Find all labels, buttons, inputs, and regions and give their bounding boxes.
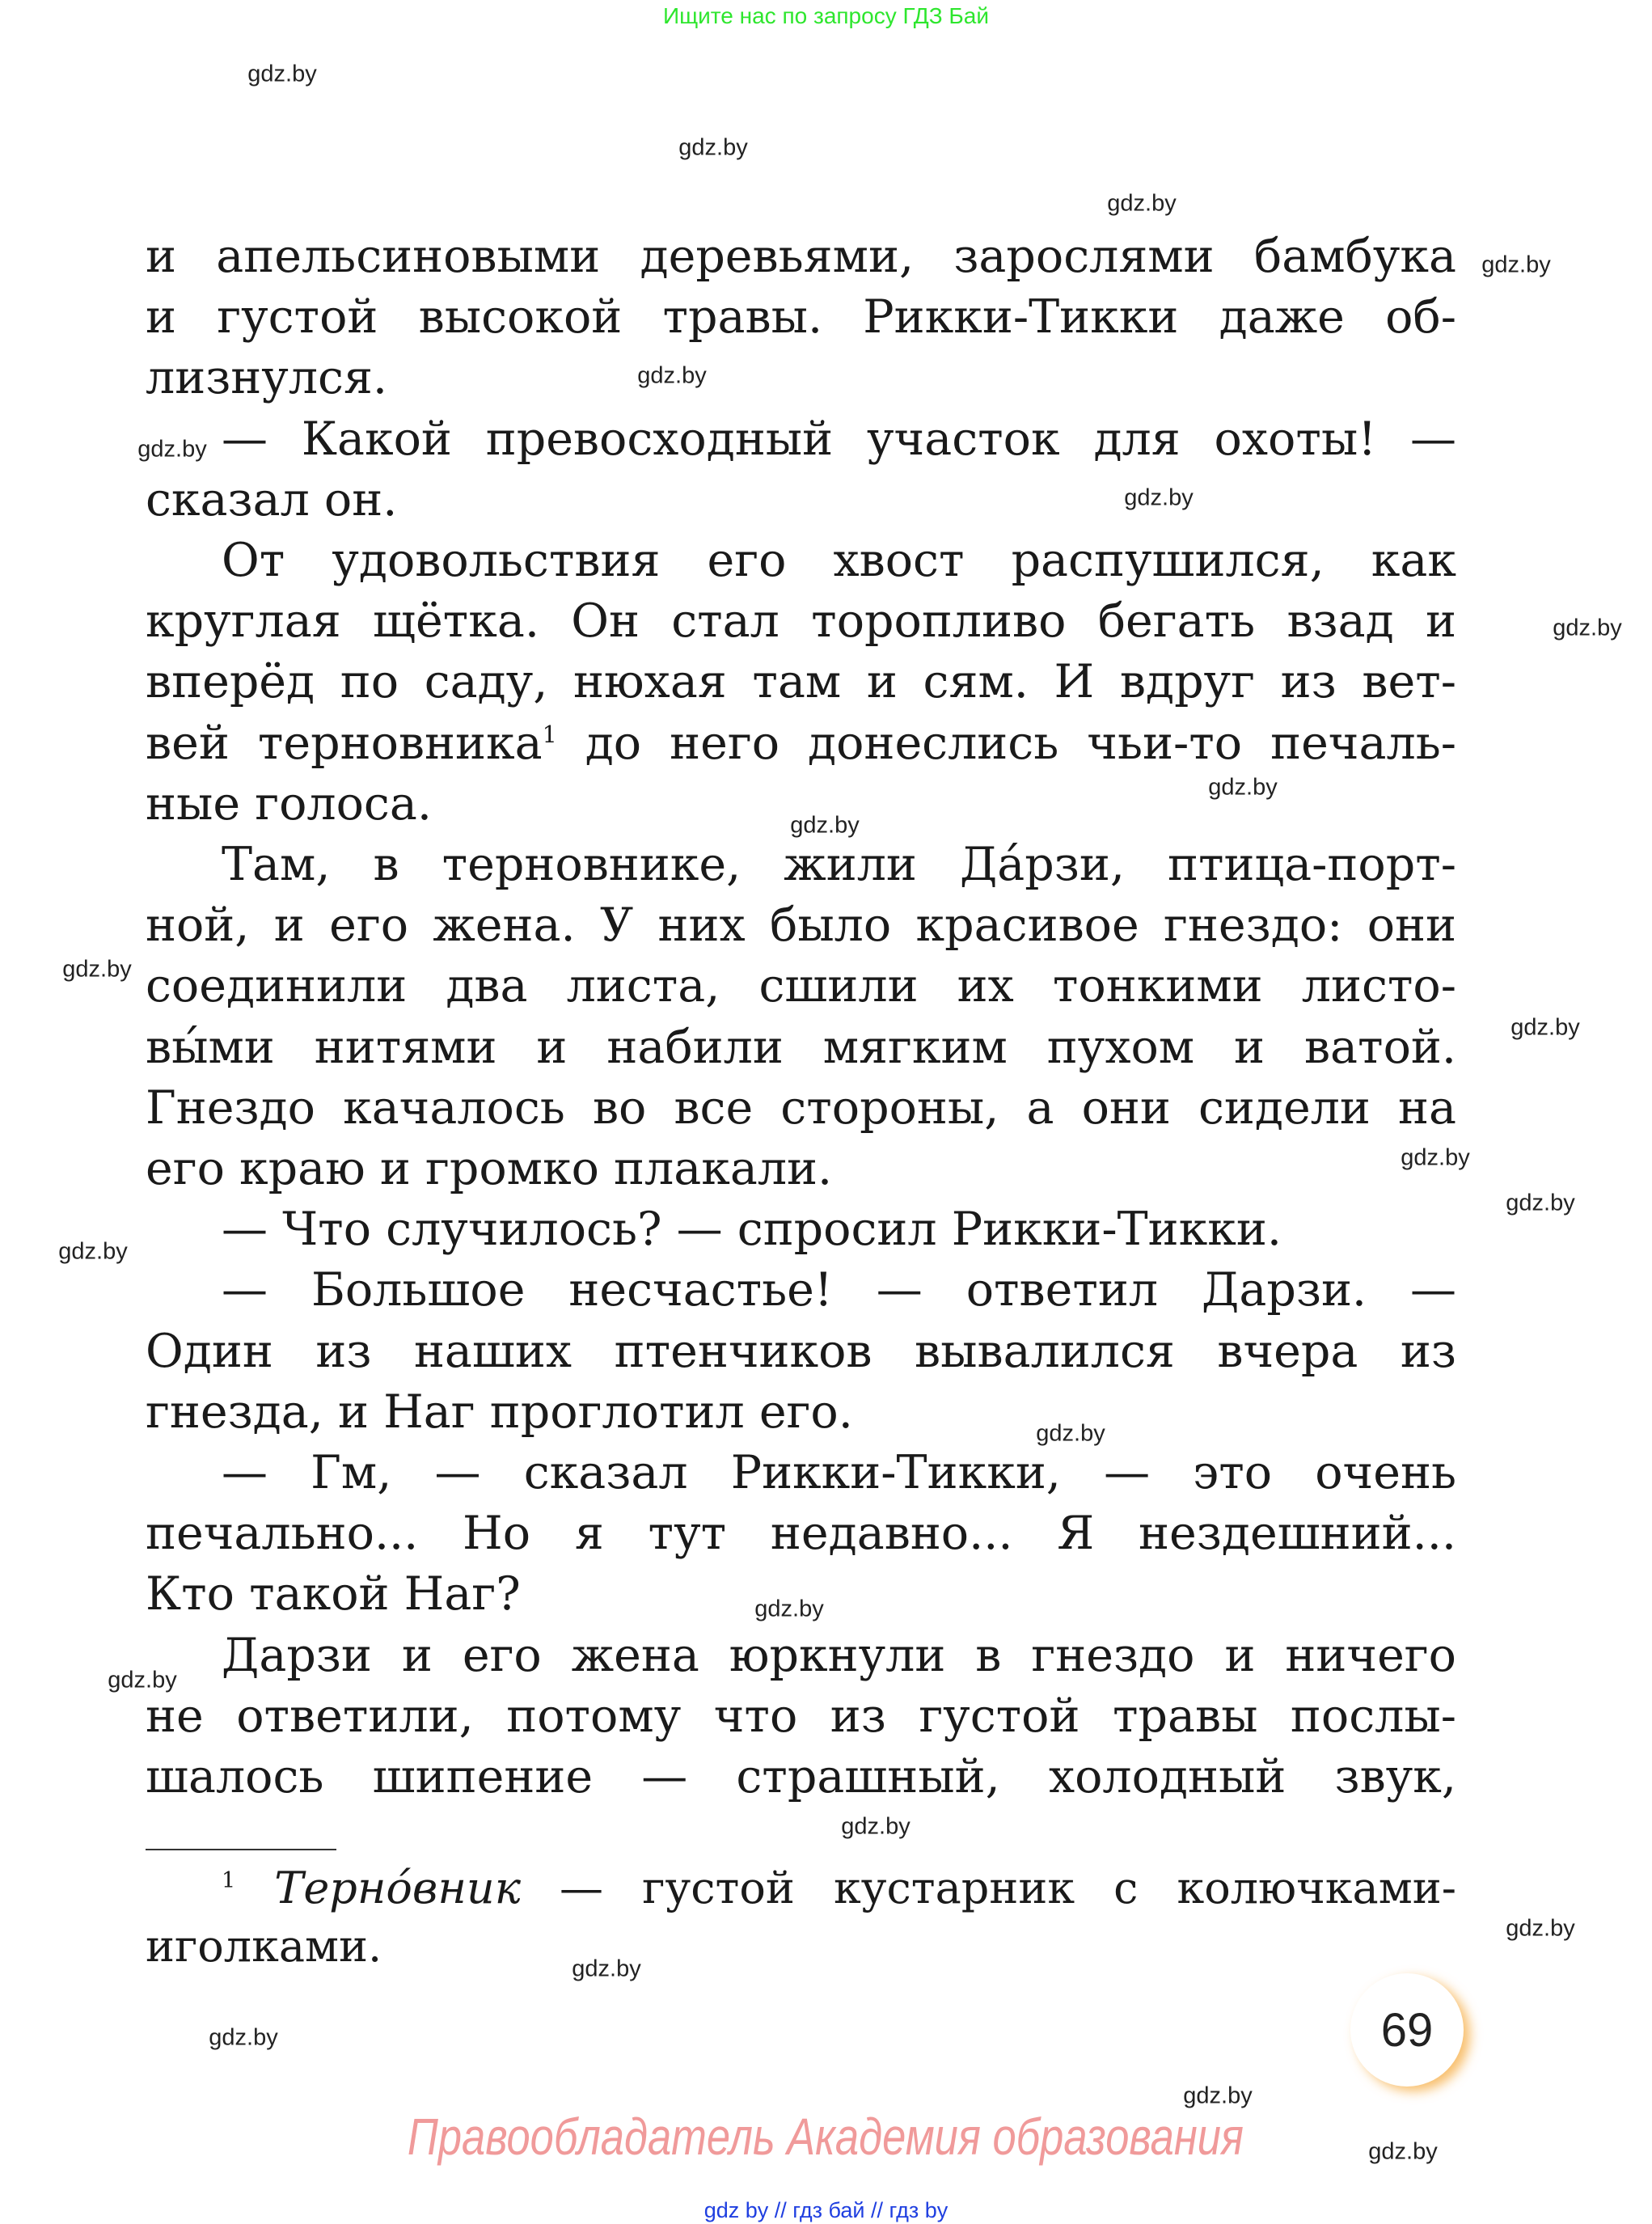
text-line-content: — Какой превосходный участок для охоты! — <box>222 412 1456 466</box>
text-line <box>146 1382 1456 1443</box>
text-line-content: соединили два листа, сшили их тонкими листо- <box>146 959 1456 1013</box>
text-line <box>146 591 1456 652</box>
text-line <box>146 287 1456 348</box>
watermark: gdz.by <box>1183 2082 1253 2109</box>
watermark: gdz.by <box>572 1956 641 1982</box>
watermark: gdz.by <box>108 1667 177 1693</box>
text-line <box>146 1321 1456 1382</box>
text-line-content: Дарзи и его жена юркнули в гнездо и ничего <box>222 1628 1456 1682</box>
footnote-mark: 1 <box>222 1868 236 1893</box>
watermark: gdz.by <box>1510 1014 1580 1041</box>
text-line <box>146 226 1456 287</box>
footnote-line-1 <box>146 1860 1456 1917</box>
footnote-reference[interactable]: 1 <box>542 721 557 748</box>
text-line <box>146 956 1456 1017</box>
text-line <box>146 348 1456 408</box>
text-line <box>146 470 1456 531</box>
text-line-content: ные голоса. <box>146 776 432 831</box>
watermark: gdz.by <box>1208 774 1278 801</box>
watermark: gdz.by <box>247 61 317 87</box>
text-line-content: — Гм, — сказал Рикки-Тикки, — это очень <box>222 1446 1456 1499</box>
watermark: gdz.by <box>209 2024 278 2051</box>
footer-links[interactable]: gdz by // гдз бай // гдз by <box>703 2198 949 2222</box>
text-line-content: шалось шипение — страшный, холодный звук, <box>146 1750 1456 1803</box>
text-line <box>146 1078 1456 1139</box>
footnote-line-2: иголками. <box>146 1921 382 1972</box>
watermark: gdz.by <box>137 436 207 463</box>
watermark: gdz.by <box>1107 190 1177 217</box>
text-line-content: не ответили, потому что из густой травы послы- <box>146 1689 1456 1743</box>
watermark: gdz.by <box>1506 1190 1575 1216</box>
text-line-content: круглая щётка. Он стал торопливо бегать взад и <box>146 594 1456 649</box>
footnote-term: Терно́вник <box>274 1862 521 1913</box>
text-line-content: Гнездо качалось во все стороны, а они сидели на <box>146 1080 1456 1135</box>
text-line <box>146 1747 1456 1808</box>
watermark: gdz.by <box>1368 2138 1438 2165</box>
watermark: gdz.by <box>841 1813 911 1840</box>
text-line <box>146 531 1456 591</box>
text-line-content: — Что случилось? — спросил Рикки-Тикки. <box>222 1203 1282 1257</box>
text-line <box>146 835 1456 895</box>
text-line-content: и густой высокой травы. Рикки-Тикки даже об- <box>146 290 1456 345</box>
text-line <box>146 1139 1456 1199</box>
text-line-content: ной, и его жена. У них было красивое гнездо: они <box>146 898 1456 953</box>
footnote-definition: — густой кустарник с колючками- <box>520 1862 1456 1913</box>
text-line-content: вей терновника <box>146 716 543 770</box>
watermark: gdz.by <box>1036 1420 1105 1447</box>
text-line <box>146 1503 1456 1564</box>
watermark: gdz.by <box>1506 1915 1575 1942</box>
text-line <box>146 1686 1456 1747</box>
text-line <box>146 713 1456 774</box>
watermark: gdz.by <box>754 1596 824 1622</box>
watermark: gdz.by <box>678 134 748 161</box>
text-line-content: до него донеслись чьи-то печаль- <box>556 716 1456 770</box>
text-line <box>146 1626 1456 1686</box>
text-line <box>146 652 1456 712</box>
text-line <box>146 1443 1456 1503</box>
rights-holder-notice: Правообладатель Академия образования <box>407 2108 1244 2166</box>
watermark: gdz.by <box>637 362 707 389</box>
text-line-content: вперёд по саду, нюхая там и сям. И вдруг из вет- <box>146 655 1456 709</box>
text-line-content: его краю и громко плакали. <box>146 1142 833 1195</box>
text-line-content: От удовольствия его хвост распушился, как <box>222 534 1456 587</box>
watermark: gdz.by <box>58 1238 128 1265</box>
watermark: gdz.by <box>62 956 132 983</box>
text-line-content: Там, в терновнике, жили Да́рзи, птица-порт- <box>222 838 1456 891</box>
watermark: gdz.by <box>1553 615 1622 641</box>
text-line <box>146 895 1456 956</box>
text-line-content: — Большое несчастье! — ответил Дарзи. — <box>222 1263 1456 1317</box>
text-line <box>146 1260 1456 1321</box>
watermark: gdz.by <box>1401 1144 1470 1171</box>
text-line-content: сказал он. <box>146 472 398 526</box>
text-line-content: Кто такой Наг? <box>146 1567 521 1621</box>
text-line-content: печально... Но я тут недавно... Я нездешний... <box>146 1507 1456 1561</box>
text-line-content: вы́ми нитями и набили мягким пухом и ватой. <box>146 1020 1456 1074</box>
text-line-content: лизнулся. <box>146 351 388 405</box>
text-line <box>146 409 1456 470</box>
page-number: 69 <box>1350 1973 1464 2087</box>
watermark: gdz.by <box>1124 484 1194 511</box>
text-line <box>146 1017 1456 1078</box>
text-line <box>146 1199 1456 1260</box>
text-line-content: и апельсиновыми деревьями, зарослями бамбука <box>146 230 1456 283</box>
watermark: gdz.by <box>1481 252 1551 278</box>
text-line-content: Один из наших птенчиков вывалился вчера из <box>146 1324 1456 1378</box>
text-line-content: гнезда, и Наг проглотил его. <box>146 1385 853 1439</box>
search-banner[interactable]: Ищите нас по запросу ГДЗ Бай <box>662 3 990 28</box>
footnote-divider <box>146 1849 336 1850</box>
watermark: gdz.by <box>790 812 860 839</box>
